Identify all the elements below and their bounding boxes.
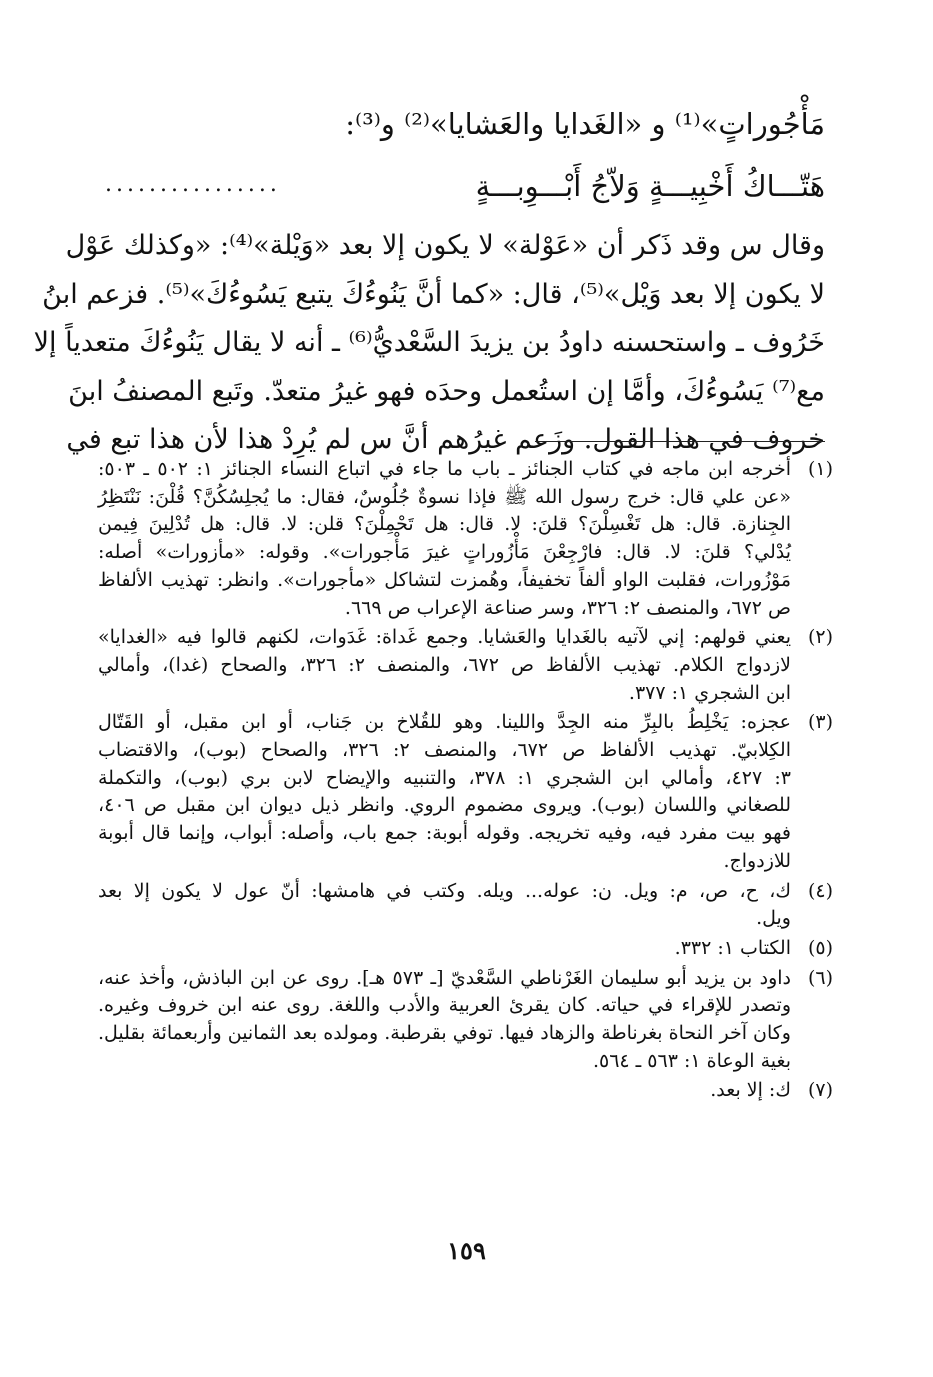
footnote-6 [98, 965, 833, 1076]
footnote-line: ك: إلا بعد. [710, 1079, 791, 1102]
footnote-line: فهو بيت مفرد فيه، وفيه تخريجه. وقوله أبوبة: جمع باب، وأصله: أبواب، وإنما قال أبوبة [98, 822, 791, 845]
main-text-line: خَرُوف ـ واستحسنه داودُ بن يزيدَ السَّعْديُّ⁽⁶⁾ ـ أنه لا يقال يَنُوءُكَ متعدياً إلا [33, 327, 825, 358]
footnote-line: يعني قولهم: إني لآتيه بالغَدايا والعَشايا. وجمع غَداة: غَدَوات، لكنهم قالوا فيه «الغدايا» [98, 626, 791, 649]
footnote-5 [98, 935, 833, 963]
main-text-line: خروف في هذا القول. وزَعم غيرُهم أنَّ س لم يُرِدْ هذا لأن هذا تبع في [66, 424, 825, 455]
main-text [33, 222, 825, 465]
footnote-number: (٢) [807, 626, 833, 649]
footnote-separator [535, 441, 825, 442]
footnote-4 [98, 878, 833, 933]
footnote-2 [98, 624, 833, 707]
footnote-number: (٤) [807, 879, 833, 902]
footnote-line: ٣: ٤٢٧، وأمالي ابن الشجري ١: ٣٧٨، والتنبيه والإيضاح لابن بري (بوب)، والتكملة [98, 766, 791, 789]
footnote-line: لازدواج الكلام. تهذيب الألفاظ ص ٦٧٢، والمنصف ٢: ٣٢٦، والصحاح (غدا)، وأمالي [98, 653, 792, 676]
footnote-number: (٣) [807, 711, 833, 734]
footnote-line: ابن الشجري ١: ٣٧٧. [628, 681, 791, 704]
footnote-line: أخرجه ابن ماجه في كتاب الجنائز ـ باب ما جاء في اتباع النساء الجنائز ١: ٥٠٢ ـ ٥٠٣: [98, 458, 791, 480]
footnote-line: الكِلابيّ. تهذيب الألفاظ ص ٦٧٢، والمنصف ٢: ٣٢٦، والصحاح (بوب)، والاقتضاب [98, 739, 791, 762]
intro-line: مَأْجُوراتٍ»⁽¹⁾ و «الغَدايا والعَشايا»⁽²⁾ و⁽³⁾: [345, 107, 825, 141]
main-text-line: مع⁽⁷⁾ يَسُوءُكَ، وأمَّا إن استُعمل وحدَه فهو غيرُ متعدّ. وتَبع المصنفُ ابنَ [68, 375, 825, 407]
footnote-line: ويل. [756, 907, 791, 930]
footnote-number: (٧) [807, 1079, 833, 1102]
footnote-line: داود بن يزيد أبو سليمان الغَرْناطي السَّعْديّ [ـ ٥٧٣ هـ]. روى عن ابن الباذش، وأخذ عنه، [98, 966, 791, 989]
main-text-line: لا يكون إلا بعد وَيْل»⁽⁵⁾، قال: «كما أنَّ يَنُوءُكَ يتبع يَسُوءُكَ»⁽⁵⁾. فزعم ابنُ [42, 278, 825, 310]
footnote-line: الكتاب ١: ٣٣٢. [674, 936, 791, 959]
footnote-number: (٥) [807, 936, 833, 959]
footnote-line: للازدواج. [723, 849, 791, 872]
footnote-number: (٦) [807, 966, 833, 989]
verse-first-hemistich: هَتّـــاكُ أَخْبِيـــةٍ وَلاّجُ أَبْـــوِبـــةٍ [475, 169, 825, 203]
page-number: ١٥٩ [447, 1236, 486, 1265]
footnote-line: يُدْلي؟ قلنَ: لا. قال: فارْجِعْنَ مَأْزُوراتٍ غيرَ مَأْجورات». وقوله: «مأزورات» أصله: [98, 541, 791, 564]
main-text-line: وقال س وقد ذَكر أن «عَوْلة» لا يكون إلا بعد «وَيْلة»⁽⁴⁾: «وكذلك عَوْل [65, 230, 825, 261]
footnote-3 [98, 709, 833, 875]
footnote-7 [98, 1077, 833, 1105]
footnote-line: «عن علي قال: خرج رسول الله ﷺ فإذا نسوةٌ جُلُوسٌ، فقال: ما يُجلِسُكُنَّ؟ قُلْنَ: نَنْتَظِرُ [98, 485, 791, 508]
footnote-line: وكان آخر النحاة بغرناطة والزهاد فيها. توفي بقرطبة. ومولده بعد الثمانين وأربعمائة بقليل. [97, 1022, 791, 1045]
footnote-line: بغية الوعاة ١: ٥٦٣ ـ ٥٦٤. [592, 1049, 791, 1072]
footnote-line: عجزه: يَخْلِطُ بالبِرِّ منه الجِدَّ واللينا. وهو للقُلاخ بن جَناب، أو ابن مقبل، أو القَتّال [98, 711, 791, 734]
footnote-line: الجِنازة. قال: هل تَغْسِلْنَ؟ قلنَ: لا. قال: هل تَحْمِلْنَ؟ قلن: لا. قال: هل تُدْلِينَ فِيمن [98, 513, 791, 536]
footnote-line: مَوْزُورات، فقلبت الواو ألفاً تخفيفاً، وهُمزت لتشاكل «مأجورات». وانظر: تهذيب الألفاظ [98, 568, 791, 591]
poetry-verse [105, 164, 825, 208]
footnote-number: (١) [807, 458, 833, 480]
verse-missing-hemistich-dots: ................ [105, 172, 281, 197]
footnote-1 [98, 456, 833, 622]
footnote-line: للصغاني واللسان (بوب). ويروى مضموم الروي. وانظر ذيل ديوان ابن مقبل ص ٤٠٦، [98, 794, 791, 817]
footnotes [98, 456, 833, 1107]
footnote-line: ك، ح، ص، م: ويل. ن: عوله... ويله. وكتب في هامشها: أنّ عول لا يكون إلا بعد [98, 879, 791, 902]
footnote-line: ص ٦٧٢، والمنصف ٢: ٣٢٦، وسر صناعة الإعراب ص ٦٦٩. [344, 596, 791, 619]
footnote-line: وتصدر للإقراء في حياته. كان يقرئ العربية والأدب واللغة. روى عنه ابن خروف وغيره. [98, 994, 791, 1017]
